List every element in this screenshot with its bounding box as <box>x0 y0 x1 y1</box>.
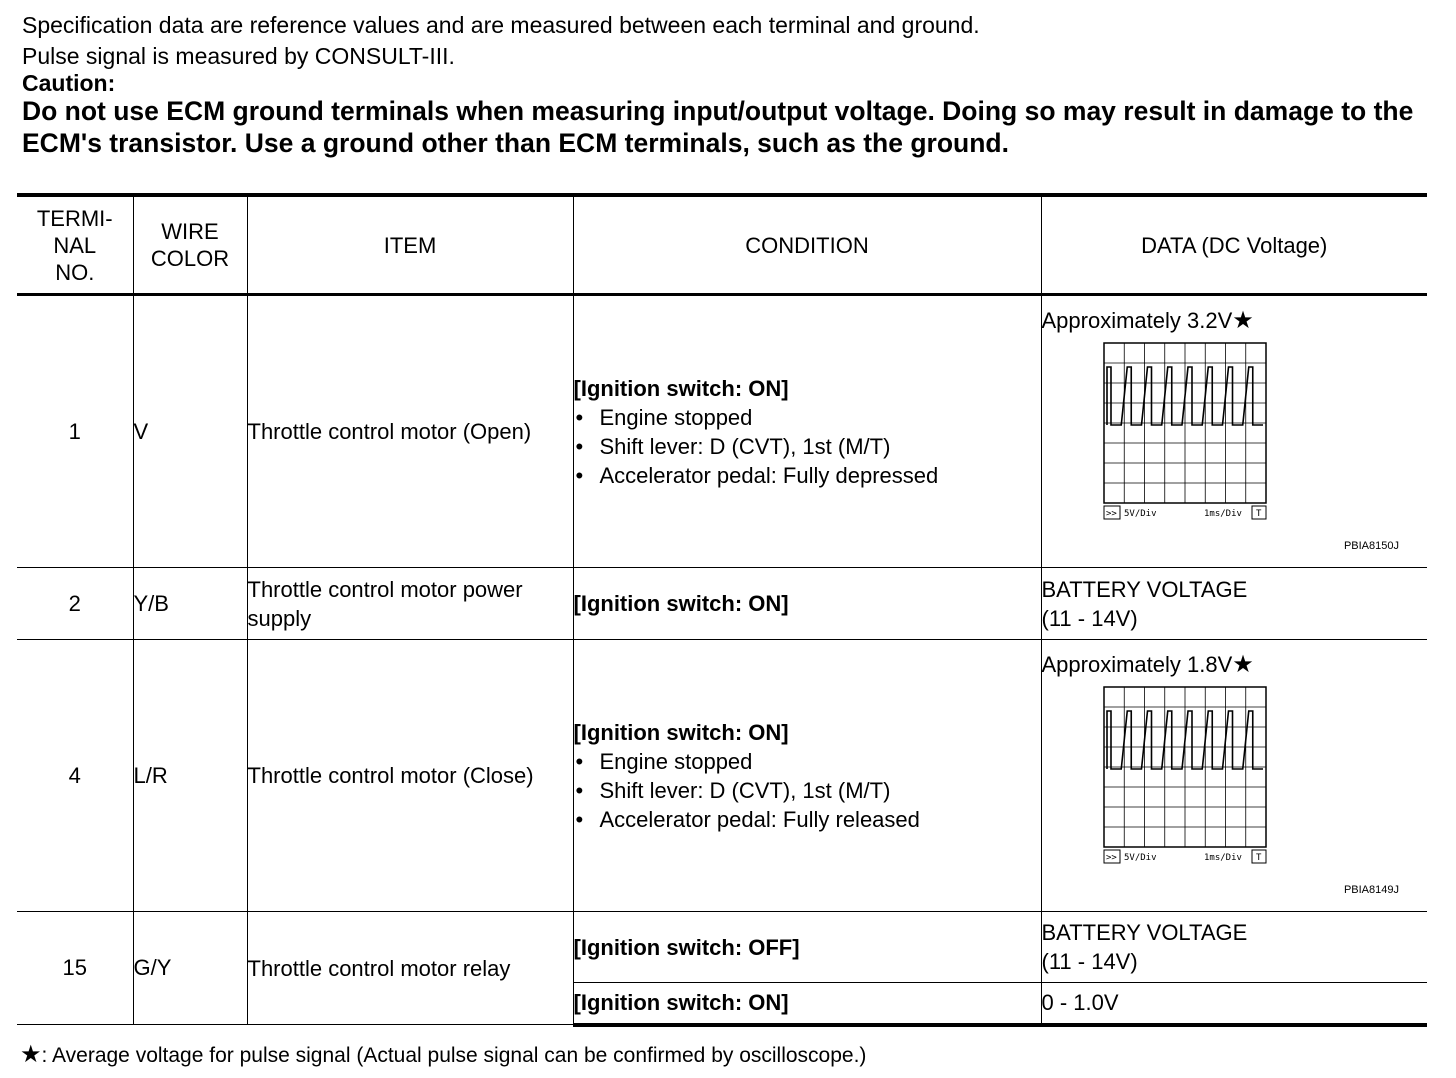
oscilloscope-waveform <box>1042 335 1428 567</box>
data-value <box>1041 295 1427 568</box>
terminal-number: 15 <box>17 912 133 1025</box>
condition-title: [Ignition switch: ON] <box>573 719 789 745</box>
condition <box>573 640 1041 912</box>
spec-note: Specification data are reference values and are measured between each terminal and ground. <box>22 12 980 38</box>
scope-prefix-label: >> <box>1105 509 1117 519</box>
data-value <box>1041 640 1427 912</box>
condition-bullet: • Accelerator pedal: Fully released <box>574 805 1041 834</box>
scope-time-label: 1ms/Div <box>1203 853 1242 863</box>
condition-bullet: • Shift lever: D (CVT), 1st (M/T) <box>574 432 1041 461</box>
caution-text: Do not use ECM ground terminals when measuring input/output voltage. Doing so may result in damage to the ECM's transistor. Use a ground other than ECM terminals, such as the ground. <box>22 96 1414 158</box>
figure-code: PBIA8150J <box>1343 540 1399 552</box>
header-terminal: TERMI-NAL NO. <box>17 195 133 295</box>
condition-bullet: • Engine stopped <box>574 747 1041 776</box>
scope-mark-label: T <box>1255 509 1261 519</box>
data-line: (11 - 14V) <box>1041 949 1138 974</box>
condition-bullet: • Engine stopped <box>574 403 1041 432</box>
header-item: ITEM <box>247 195 573 295</box>
condition <box>573 983 1041 1025</box>
condition <box>573 912 1041 983</box>
terminal-number: 4 <box>17 640 133 912</box>
figure-code: PBIA8149J <box>1343 884 1399 896</box>
star-icon: ★ <box>1232 651 1254 678</box>
item-name: Throttle control motor (Close) <box>247 640 573 912</box>
data-line: (11 - 14V) <box>1041 605 1138 631</box>
condition-title: [Ignition switch: ON] <box>573 591 789 616</box>
footnote-text: : Average voltage for pulse signal (Actual pulse signal can be confirmed by oscilloscope.) <box>41 1044 867 1067</box>
condition-title: [Ignition switch: ON] <box>573 375 789 401</box>
approx-voltage: Approximately 3.2V <box>1041 308 1233 333</box>
scope-prefix-label: >> <box>1105 853 1117 863</box>
table-row <box>17 640 1427 912</box>
data-line: BATTERY VOLTAGE <box>1041 576 1248 602</box>
condition-title: [Ignition switch: OFF] <box>573 934 800 960</box>
terminal-number: 2 <box>17 568 133 640</box>
table-row <box>17 912 1427 983</box>
pulse-note: Pulse signal is measured by CONSULT-III. <box>22 43 455 69</box>
terminal-spec-table <box>17 193 1427 1027</box>
oscilloscope-waveform <box>1042 679 1428 911</box>
scope-volt-label: 5V/Div <box>1123 853 1157 863</box>
scope-time-label: 1ms/Div <box>1203 509 1242 519</box>
table-row <box>17 568 1427 640</box>
condition-bullet: • Accelerator pedal: Fully depressed <box>574 461 1041 490</box>
data-value <box>1041 983 1427 1025</box>
wire-color: L/R <box>133 640 247 912</box>
data-line: 0 - 1.0V <box>1041 990 1119 1016</box>
data-value <box>1041 568 1427 640</box>
wire-color: Y/B <box>133 568 247 640</box>
data-line: BATTERY VOLTAGE <box>1041 920 1248 945</box>
condition-title: [Ignition switch: ON] <box>573 990 789 1016</box>
scope-mark-label: T <box>1255 853 1261 863</box>
approx-voltage: Approximately 1.8V <box>1041 652 1233 677</box>
condition <box>573 568 1041 640</box>
item-name: Throttle control motor (Open) <box>247 295 573 568</box>
item-name: Throttle control motor power supply <box>247 568 573 640</box>
terminal-number: 1 <box>17 295 133 568</box>
footnote <box>20 1040 866 1069</box>
star-icon: ★ <box>20 1041 42 1068</box>
star-icon: ★ <box>1232 307 1254 334</box>
item-name: Throttle control motor relay <box>247 912 573 1025</box>
table-row <box>17 295 1427 568</box>
scope-volt-label: 5V/Div <box>1123 509 1157 519</box>
header-data: DATA (DC Voltage) <box>1041 195 1427 295</box>
wire-color: V <box>133 295 247 568</box>
condition <box>573 295 1041 568</box>
condition-bullet: • Shift lever: D (CVT), 1st (M/T) <box>574 776 1041 805</box>
intro-notes <box>22 10 1442 159</box>
wire-color: G/Y <box>133 912 247 1025</box>
header-condition: CONDITION <box>573 195 1041 295</box>
table-header-row <box>17 195 1427 295</box>
header-wire-color: WIRE COLOR <box>133 195 247 295</box>
data-value <box>1041 912 1427 983</box>
caution-label: Caution: <box>22 70 116 96</box>
